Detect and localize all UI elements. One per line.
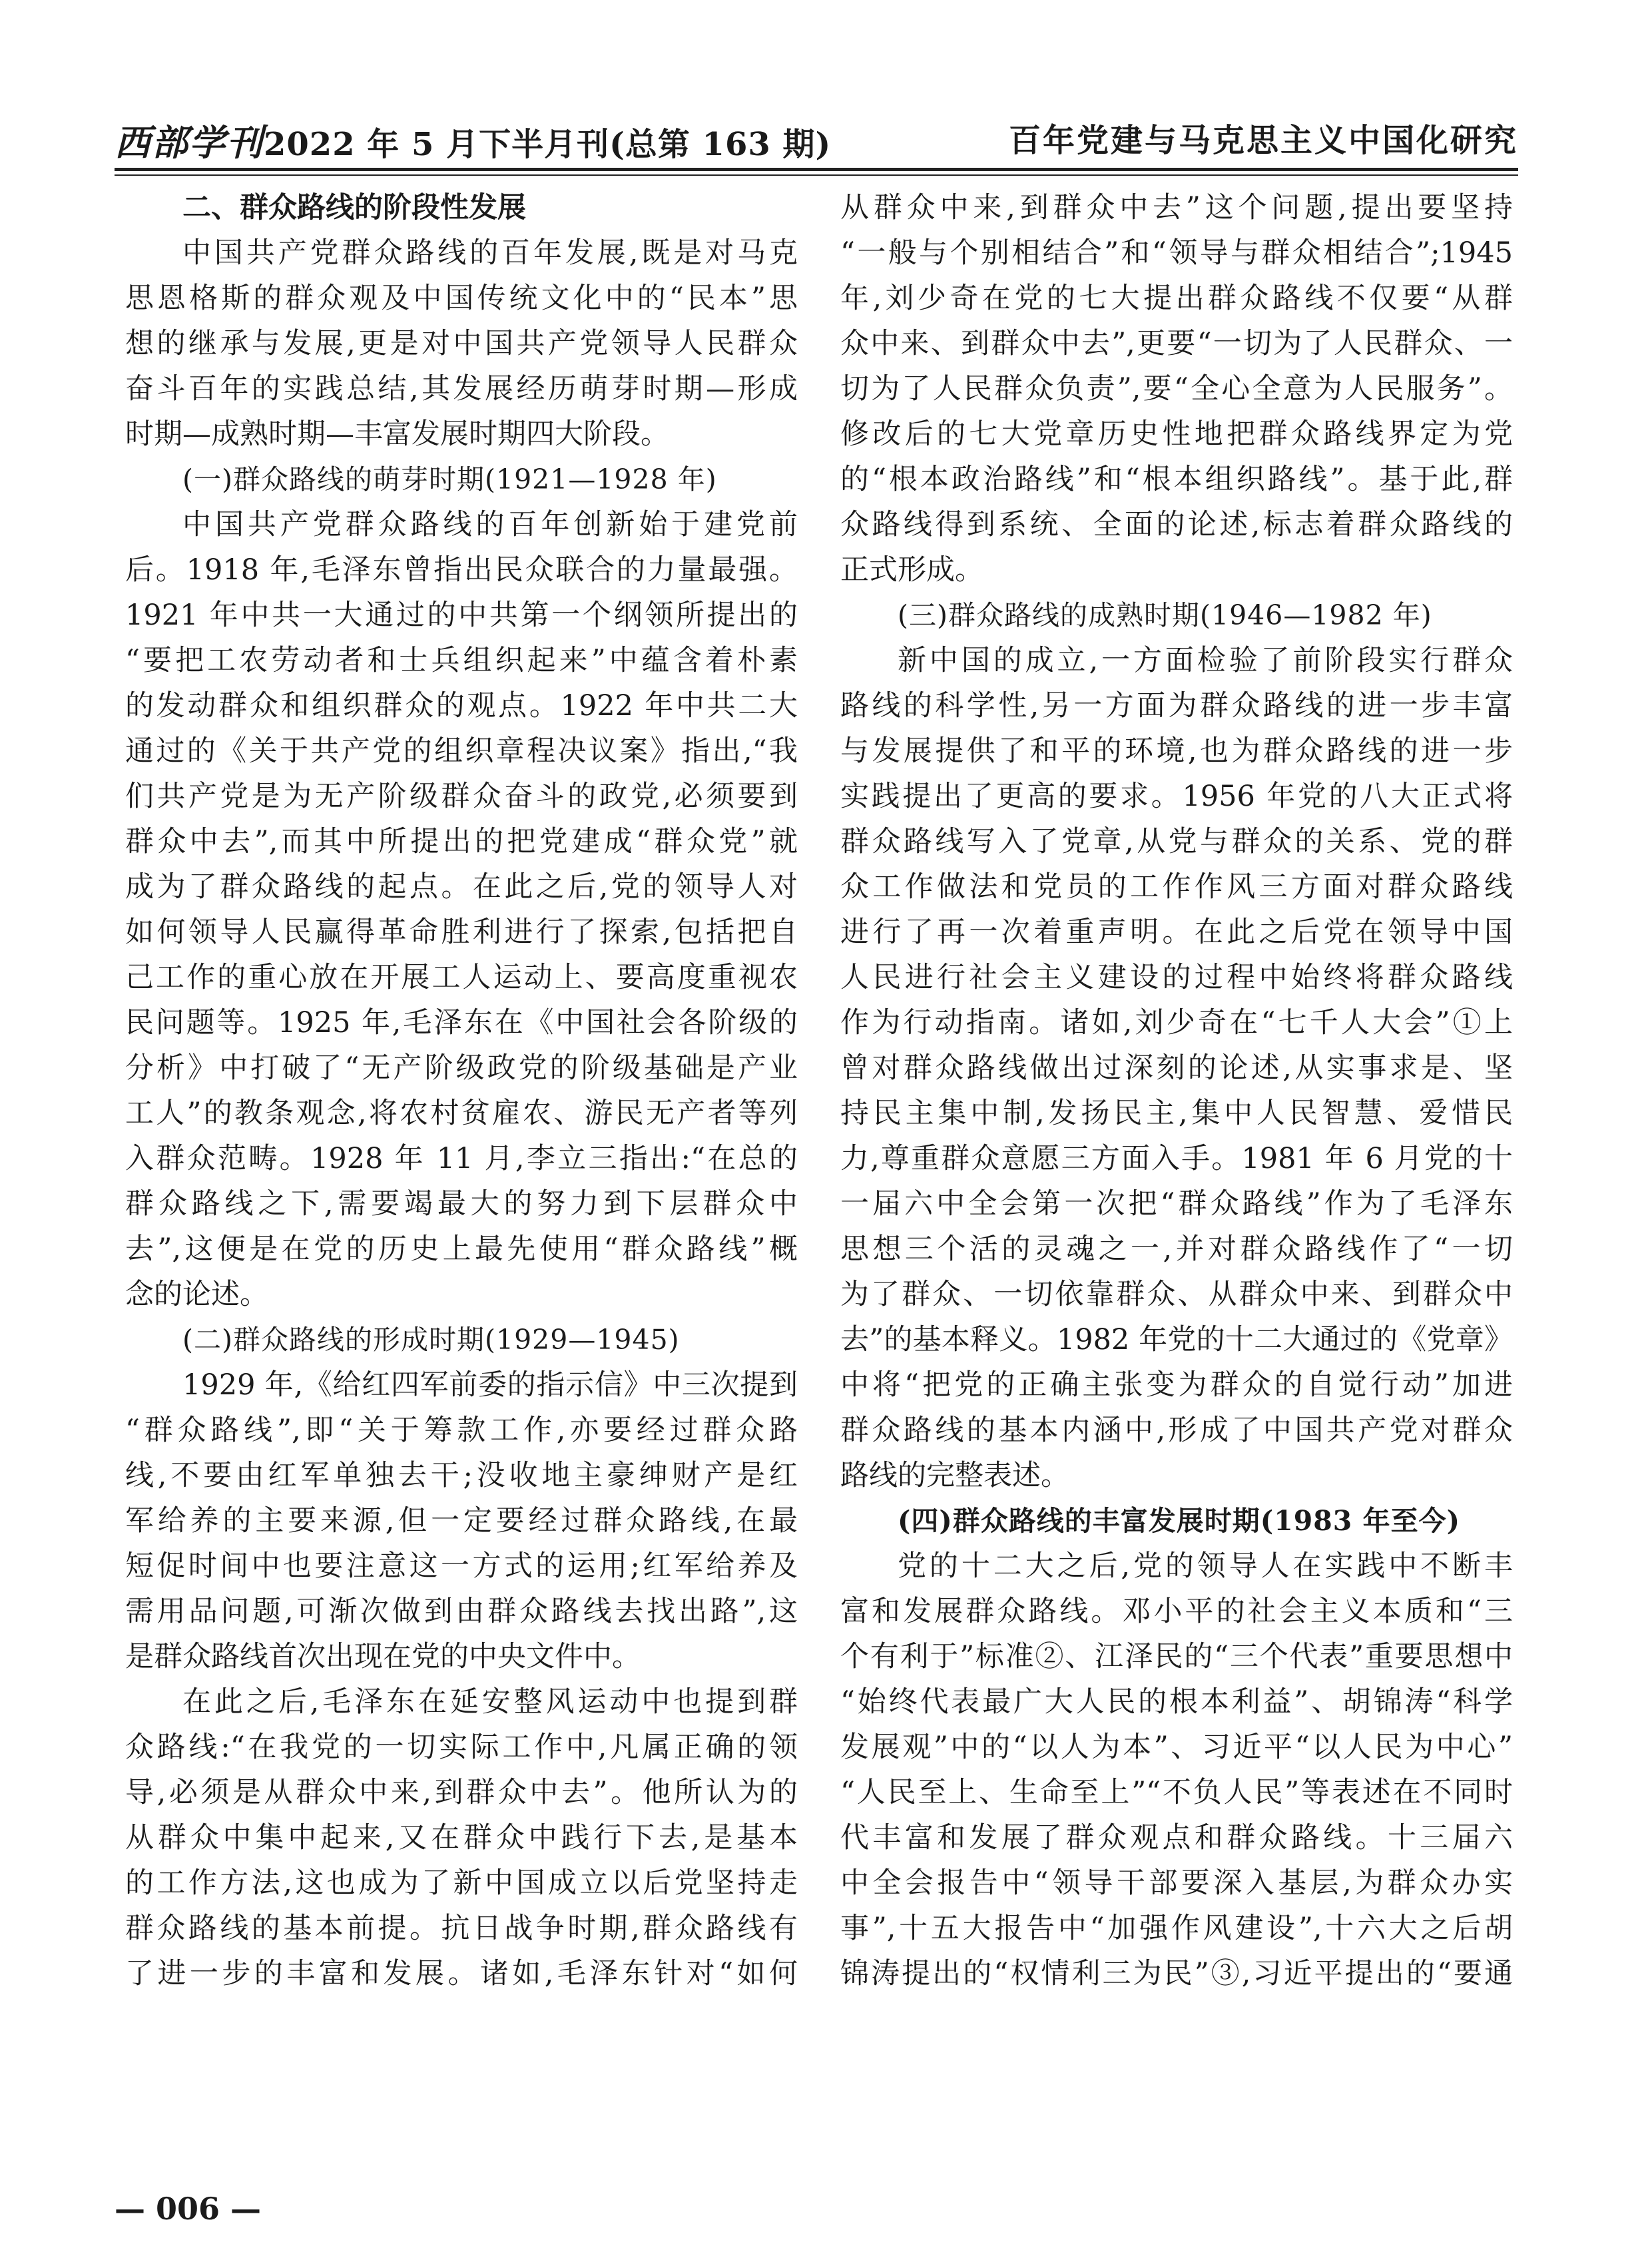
header-rule-thin — [115, 174, 1518, 176]
subsection-heading: (二)群众路线的形成时期(1929—1945) — [182, 1324, 680, 1356]
text-line: 切为了人民群众负责”,要“全心全意为人民服务”。 — [840, 372, 1513, 406]
text-line: 的工作方法,这也成为了新中国成立以后党坚持走 — [125, 1866, 798, 1900]
text-line: 中全会报告中“领导干部要深入基层,为群众办实 — [840, 1866, 1513, 1900]
text-line: 导,必须是从群众中来,到群众中去”。他所认为的 — [125, 1776, 798, 1809]
text-line: 众中来、到群众中去”,更要“一切为了人民群众、一 — [840, 327, 1513, 360]
section-heading: 二、群众路线的阶段性发展 — [182, 191, 526, 224]
subsection-heading: (四)群众路线的丰富发展时期(1983 年至今) — [898, 1505, 1460, 1537]
paragraph-first-line: 在此之后,毛泽东在延安整风运动中也提到群 — [182, 1685, 798, 1719]
text-line: 事”,十五大报告中“加强作风建设”,十六大之后胡 — [840, 1912, 1513, 1945]
text-line: 修改后的七大党章历史性地把群众路线界定为党 — [840, 418, 1513, 451]
text-line: 的“根本政治路线”和“根本组织路线”。基于此,群 — [840, 463, 1513, 496]
text-line: 力,尊重群众意愿三方面入手。1981 年 6 月党的十 — [840, 1142, 1513, 1175]
header-left — [115, 115, 831, 166]
issue-info: 2022 年 5 月下半月刊(总第 163 期) — [264, 126, 832, 163]
text-line: 去”,这便是在党的历史上最先使用“群众路线”概 — [125, 1233, 798, 1266]
right-column — [840, 185, 1513, 2136]
text-line: 民问题等。1925 年,毛泽东在《中国社会各阶级的 — [125, 1006, 798, 1039]
paragraph-last-line: 路线的完整表述。 — [840, 1459, 1069, 1492]
text-line: 作为行动指南。诸如,刘少奇在“七千人大会”①上 — [840, 1006, 1513, 1039]
page-number: — 006 — — [115, 2191, 262, 2227]
text-line: 通过的《关于共产党的组织章程决议案》指出,“我 — [125, 734, 798, 768]
text-line: 如何领导人民赢得革命胜利进行了探索,包括把自 — [125, 916, 798, 949]
text-line: 入群众范畴。1928 年 11 月,李立三指出:“在总的 — [125, 1142, 798, 1175]
text-line: 众工作做法和党员的工作作风三方面对群众路线 — [840, 870, 1513, 904]
text-line: 线,不要由红军单独去干;没收地主豪绅财产是红 — [125, 1459, 798, 1492]
text-line: 众路线得到系统、全面的论述,标志着群众路线的 — [840, 508, 1513, 541]
text-line: 群众路线之下,需要竭最大的努力到下层群众中 — [125, 1187, 798, 1221]
text-line: “一般与个别相结合”和“领导与群众相结合”;1945 — [840, 236, 1513, 270]
text-line: 去”的基本释义。1982 年党的十二大通过的《党章》 — [840, 1323, 1513, 1356]
text-line: 与发展提供了和平的环境,也为群众路线的进一步 — [840, 734, 1513, 768]
paragraph-last-line: 正式形成。 — [840, 553, 983, 587]
text-line: 了进一步的丰富和发展。诸如,毛泽东针对“如何 — [125, 1957, 798, 1990]
subsection-heading: (一)群众路线的萌芽时期(1921—1928 年) — [182, 463, 717, 495]
text-line: 代丰富和发展了群众观点和群众路线。十三届六 — [840, 1821, 1513, 1854]
text-line: 工人”的教条观念,将农村贫雇农、游民无产者等列 — [125, 1097, 798, 1130]
text-line: 后。1918 年,毛泽东曾指出民众联合的力量最强。 — [125, 553, 798, 587]
text-line: “人民至上、生命至上”“不负人民”等表述在不同时 — [840, 1776, 1513, 1809]
text-line: 1921 年中共一大通过的中共第一个纲领所提出的 — [125, 599, 798, 632]
text-line: 想的继承与发展,更是对中国共产党领导人民群众 — [125, 327, 798, 360]
paragraph-first-line: 中国共产党群众路线的百年创新始于建党前 — [182, 508, 798, 541]
text-line: 实践提出了更高的要求。1956 年党的八大正式将 — [840, 780, 1513, 813]
text-line: 为了群众、一切依靠群众、从群众中来、到群众中 — [840, 1278, 1513, 1311]
text-line: “始终代表最广大人民的根本利益”、胡锦涛“科学 — [840, 1685, 1513, 1719]
left-column — [125, 185, 798, 2136]
text-line: 群众中去”,而其中所提出的把党建成“群众党”就 — [125, 825, 798, 858]
paragraph-first-line: 新中国的成立,一方面检验了前阶段实行群众 — [898, 644, 1513, 677]
paragraph-first-line: 党的十二大之后,党的领导人在实践中不断丰 — [898, 1549, 1513, 1583]
text-line: 人民进行社会主义建设的过程中始终将群众路线 — [840, 961, 1513, 994]
text-line: 持民主集中制,发扬民主,集中人民智慧、爱惜民 — [840, 1097, 1513, 1130]
text-line: 思恩格斯的群众观及中国传统文化中的“民本”思 — [125, 282, 798, 315]
text-line: 从群众中来,到群众中去”这个问题,提出要坚持 — [840, 191, 1513, 224]
paragraph-last-line: 是群众路线首次出现在党的中央文件中。 — [125, 1640, 641, 1673]
paragraph-first-line: 1929 年,《给红四军前委的指示信》中三次提到 — [182, 1368, 798, 1402]
running-header — [115, 108, 1518, 165]
text-line: 年,刘少奇在党的七大提出群众路线不仅要“从群 — [840, 282, 1513, 315]
text-line: 曾对群众路线做出过深刻的论述,从实事求是、坚 — [840, 1051, 1513, 1085]
text-line: 需用品问题,可渐次做到由群众路线去找出路”,这 — [125, 1595, 798, 1628]
paragraph-last-line: 念的论述。 — [125, 1278, 268, 1311]
text-line: 们共产党是为无产阶级群众奋斗的政党,必须要到 — [125, 780, 798, 813]
text-line: 成为了群众路线的起点。在此之后,党的领导人对 — [125, 870, 798, 904]
text-line: 群众路线的基本前提。抗日战争时期,群众路线有 — [125, 1912, 798, 1945]
text-line: 从群众中集中起来,又在群众中践行下去,是基本 — [125, 1821, 798, 1854]
column-title: 百年党建与马克思主义中国化研究 — [1008, 122, 1518, 159]
header-rule-thick — [115, 168, 1518, 171]
text-line: “群众路线”,即“关于筹款工作,亦要经过群众路 — [125, 1414, 798, 1447]
text-line: 己工作的重心放在开展工人运动上、要高度重视农 — [125, 961, 798, 994]
text-line: “要把工农劳动者和士兵组织起来”中蕴含着朴素 — [125, 644, 798, 677]
text-line: 分析》中打破了“无产阶级政党的阶级基础是产业 — [125, 1051, 798, 1085]
text-line: 群众路线写入了党章,从党与群众的关系、党的群 — [840, 825, 1513, 858]
text-line: 进行了再一次着重声明。在此之后党在领导中国 — [840, 916, 1513, 949]
text-line: 军给养的主要来源,但一定要经过群众路线,在最 — [125, 1504, 798, 1538]
text-line: 个有利于”标准②、江泽民的“三个代表”重要思想中 — [840, 1640, 1513, 1673]
paragraph-last-line: 时期—成熟时期—丰富发展时期四大阶段。 — [125, 418, 669, 451]
text-line: 发展观”中的“以人为本”、习近平“以人民为中心” — [840, 1731, 1513, 1764]
text-line: 中将“把党的正确主张变为群众的自觉行动”加进 — [840, 1368, 1513, 1402]
text-line: 一届六中全会第一次把“群众路线”作为了毛泽东 — [840, 1187, 1513, 1221]
text-line: 众路线:“在我党的一切实际工作中,凡属正确的领 — [125, 1731, 798, 1764]
text-line: 富和发展群众路线。邓小平的社会主义本质和“三 — [840, 1595, 1513, 1628]
text-line: 的发动群众和组织群众的观点。1922 年中共二大 — [125, 689, 798, 722]
text-line: 奋斗百年的实践总结,其发展经历萌芽时期—形成 — [125, 372, 798, 406]
paragraph-first-line: 中国共产党群众路线的百年发展,既是对马克 — [182, 236, 798, 270]
text-line: 路线的科学性,另一方面为群众路线的进一步丰富 — [840, 689, 1513, 722]
subsection-heading: (三)群众路线的成熟时期(1946—1982 年) — [898, 599, 1432, 631]
text-line: 群众路线的基本内涵中,形成了中国共产党对群众 — [840, 1414, 1513, 1447]
text-line: 锦涛提出的“权情利三为民”③,习近平提出的“要通 — [840, 1957, 1513, 1990]
text-line: 思想三个活的灵魂之一,并对群众路线作了“一切 — [840, 1233, 1513, 1266]
text-line: 短促时间中也要注意这一方式的运用;红军给养及 — [125, 1549, 798, 1583]
journal-logo: 西部学刊 — [115, 121, 264, 164]
